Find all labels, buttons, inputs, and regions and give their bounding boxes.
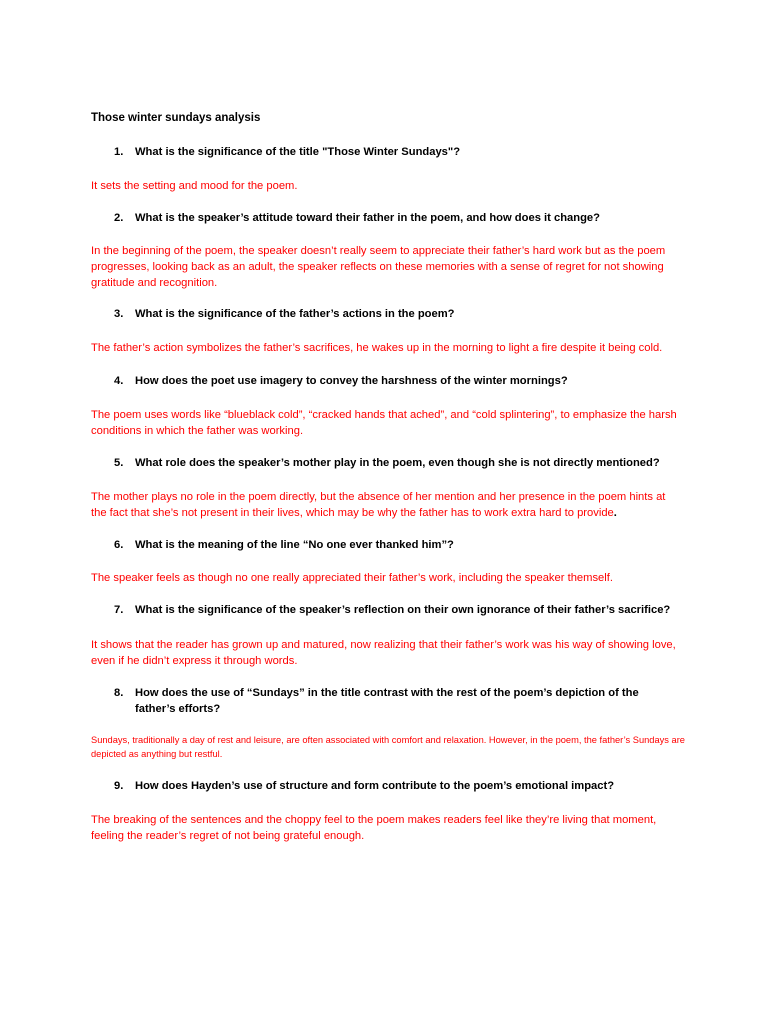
document-title: Those winter sundays analysis [91, 112, 261, 124]
answer-5 [91, 489, 681, 521]
answer-6: The speaker feels as though no one really appreciated their father’s work, including the speaker themself. [91, 572, 613, 584]
question-number: 9. [114, 780, 124, 792]
question-7 [114, 603, 674, 619]
answer-4: The poem uses words like “blueblack cold”, “cracked hands that ached”, and “cold splintering”, to emphasize the harsh conditions in which the father was working. [91, 409, 677, 437]
question-text: What role does the speaker’s mother play in the poem, even though she is not directly mentioned? [135, 457, 660, 469]
answer-1: It sets the setting and mood for the poem. [91, 180, 298, 192]
answer-7: It shows that the reader has grown up and matured, now realizing that their father’s work was his way of showing love, even if he didn’t express it through words. [91, 639, 676, 667]
question-1 [114, 145, 674, 161]
question-9 [114, 779, 674, 795]
question-5 [114, 456, 674, 472]
question-number: 7. [114, 604, 124, 616]
question-2 [114, 211, 674, 227]
question-text: What is the significance of the speaker’s reflection on their own ignorance of their father’s sacrifice? [135, 604, 671, 616]
question-text: What is the speaker’s attitude toward their father in the poem, and how does it change? [135, 212, 600, 224]
question-number: 2. [114, 212, 124, 224]
question-4 [114, 374, 674, 390]
question-text: What is the meaning of the line “No one ever thanked him”? [135, 539, 454, 551]
question-number: 1. [114, 146, 124, 158]
question-6 [114, 538, 674, 554]
answer-8: Sundays, traditionally a day of rest and leisure, are often associated with comfort and relaxation. However, in the poem, the father’s Sundays are depicted as anything but restful. [91, 735, 685, 759]
question-text: How does the poet use imagery to convey the harshness of the winter mornings? [135, 375, 568, 387]
question-3 [114, 307, 674, 323]
question-8 [114, 686, 674, 717]
answer-end-period: . [613, 507, 617, 519]
question-number: 6. [114, 539, 124, 551]
question-text: How does the use of “Sundays” in the title contrast with the rest of the poem’s depiction of the father’s efforts? [135, 687, 639, 715]
question-number: 3. [114, 308, 124, 320]
answer-text: The mother plays no role in the poem directly, but the absence of her mention and her presence in the poem hints at the fact that she’s not present in their lives, which may be why the father has to work extra hard to provide [91, 491, 666, 519]
question-number: 8. [114, 687, 124, 699]
question-text: What is the significance of the father’s actions in the poem? [135, 308, 455, 320]
answer-3: The father’s action symbolizes the father’s sacrifices, he wakes up in the morning to light a fire despite it being cold. [91, 342, 663, 354]
question-text: How does Hayden’s use of structure and form contribute to the poem’s emotional impact? [135, 780, 615, 792]
answer-9: The breaking of the sentences and the choppy feel to the poem makes readers feel like they’re living that moment, feeling the reader’s regret of not being grateful enough. [91, 814, 657, 842]
question-text: What is the significance of the title "Those Winter Sundays"? [135, 146, 461, 158]
answer-2: In the beginning of the poem, the speaker doesn’t really seem to appreciate their father’s hard work but as the poem progresses, looking back as an adult, the speaker reflects on these memories with a sense of regret for not showing gratitude and recognition. [91, 245, 666, 289]
question-number: 4. [114, 375, 124, 387]
question-number: 5. [114, 457, 124, 469]
